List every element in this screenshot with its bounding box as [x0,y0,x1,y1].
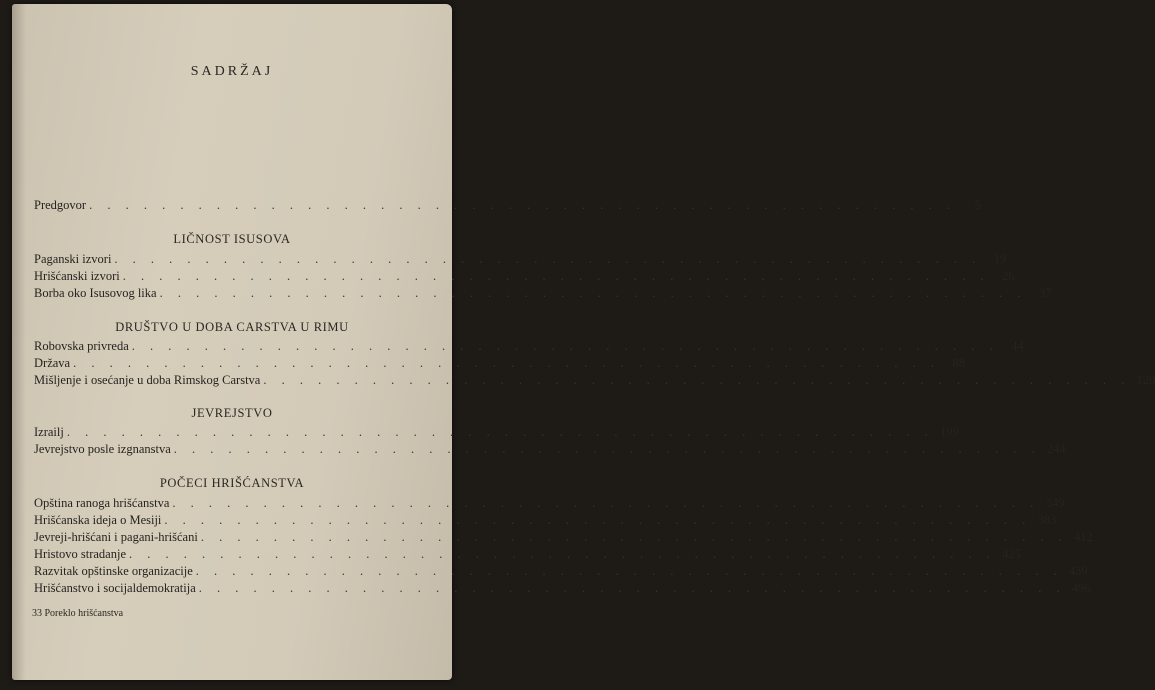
toc-entry-page: 37 [1038,286,1052,300]
toc-leader-dots: . . . . . . . . . . . . . . . . . . . . . . . . . . . . . . . . . . . . . . . . . . . . . . . . [114,252,982,266]
toc-entry-page: 496 [1071,581,1091,595]
toc-entry [34,373,1155,389]
toc-entry-page: 412 [1073,530,1093,544]
toc-leader-dots: . . . . . . . . . . . . . . . . . . . . . . . . . . . . . . . . . . . . . . . . . . . . . . . . [159,286,1027,300]
section-heading: POČECI HRIŠĆANSTVA [159,476,305,490]
toc-entry [34,286,1052,302]
toc-entry [34,513,1057,529]
section-heading: LIČNOST ISUSOVA [173,232,291,246]
toc-entry [34,442,1066,458]
toc-entry-page: 199 [939,425,959,439]
toc-leader-dots: . . . . . . . . . . . . . . . . . . . . . . . . . . . . . . . . . . . . . . . . . . . . . . . . [73,356,940,370]
contents-title: SADRŽAJ [190,64,274,79]
toc-entry-predgovor [34,198,981,214]
toc-entry-page: 425 [1002,547,1021,561]
toc-leader-dots: . . . . . . . . . . . . . . . . . . . . . . . . . . . . . . . . . . . . . . . . . . . . . . . . [200,530,1068,544]
toc-entry [34,339,1024,355]
toc-leader-dots: . . . . . . . . . . . . . . . . . . . . . . . . . . . . . . . . . . . . . . . . . . . . . . . . [89,198,956,212]
toc-entry-label: Hrišćanska ideja o Mesiji [34,513,162,527]
toc-entry [34,252,1007,268]
toc-leader-dots: . . . . . . . . . . . . . . . . . . . . . . . . . . . . . . . . . . . . . . . . . . . . . . . . [131,339,999,353]
toc-leader-dots: . . . . . . . . . . . . . . . . . . . . . . . . . . . . . . . . . . . . . . . . . . . . . . . . [172,496,1040,510]
toc-entry-label: Razvitak opštinske organizacije [34,564,193,578]
toc-entry [34,530,1093,546]
section-heading: DRUŠTVO U DOBA CARSTVA U RIMU [115,320,349,334]
toc-entry-page: 120 [1136,373,1155,387]
toc-leader-dots: . . . . . . . . . . . . . . . . . . . . . . . . . . . . . . . . . . . . . . . . . . . . . . . . [198,581,1066,595]
toc-entry-label: Opština ranoga hrišćanstva [34,496,170,510]
toc-entry-page: 244 [1046,442,1066,456]
toc-entry [34,564,1088,580]
book-page [12,4,1155,680]
toc-entry-page: 5 [974,198,981,212]
toc-entry-label: Robovska privreda [34,339,129,353]
toc-entry-label: Mišljenje i osećanje u doba Rimskog Carstva [34,373,261,387]
toc-leader-dots: . . . . . . . . . . . . . . . . . . . . . . . . . . . . . . . . . . . . . . . . . . . . . . . . [129,547,996,561]
toc-leader-dots: . . . . . . . . . . . . . . . . . . . . . . . . . . . . . . . . . . . . . . . . . . . . . . . . [66,425,934,439]
toc-leader-dots: . . . . . . . . . . . . . . . . . . . . . . . . . . . . . . . . . . . . . . . . . . . . . . . . [263,373,1131,387]
toc-entry-page: 44 [1011,339,1024,353]
toc-entry [34,425,959,441]
toc-entry [34,356,965,372]
toc-entry [34,496,1065,512]
toc-entry-page: 439 [1068,564,1088,578]
toc-entry-page: 19 [993,252,1007,266]
page-gutter-shadow [12,4,26,680]
toc-entry-label: Jevreji-hrišćani i pagani-hrišćani [34,530,198,544]
toc-leader-dots: . . . . . . . . . . . . . . . . . . . . . . . . . . . . . . . . . . . . . . . . . . . . . . . . [173,442,1041,456]
toc-entry-label: Borba oko Isusovog lika [34,286,157,300]
toc-entry-page: 88 [952,356,965,370]
toc-entry [34,269,1015,285]
toc-leader-dots: . . . . . . . . . . . . . . . . . . . . . . . . . . . . . . . . . . . . . . . . . . . . . . . . [195,564,1063,578]
toc-entry-label: Paganski izvori [34,252,112,266]
toc-entry-label: Izrailj [34,425,64,439]
toc-entry-label: Jevrejstvo posle izgnanstva [34,442,171,456]
toc-entry-label: Hristovo stradanje [34,547,126,561]
toc-entry [34,547,1021,563]
toc-entry-page: 349 [1045,496,1065,510]
toc-leader-dots: . . . . . . . . . . . . . . . . . . . . . . . . . . . . . . . . . . . . . . . . . . . . . . . . [164,513,1032,527]
toc-leader-dots: . . . . . . . . . . . . . . . . . . . . . . . . . . . . . . . . . . . . . . . . . . . . . . . . [122,269,990,283]
signature-footer: 33 Poreklo hrišćanstva [32,608,124,619]
toc-entry-page: 383 [1037,513,1057,527]
toc-entry-label: Država [34,356,71,370]
toc-entry-label: Hrišćanski izvori [34,269,120,283]
toc-entry-label: Hrišćanstvo i socijaldemokratija [34,581,196,595]
toc-entry [34,581,1091,597]
section-heading: JEVREJSTVO [191,406,273,420]
toc-entry-page: 26 [1002,269,1015,283]
toc-entry-label: Predgovor [34,198,87,212]
